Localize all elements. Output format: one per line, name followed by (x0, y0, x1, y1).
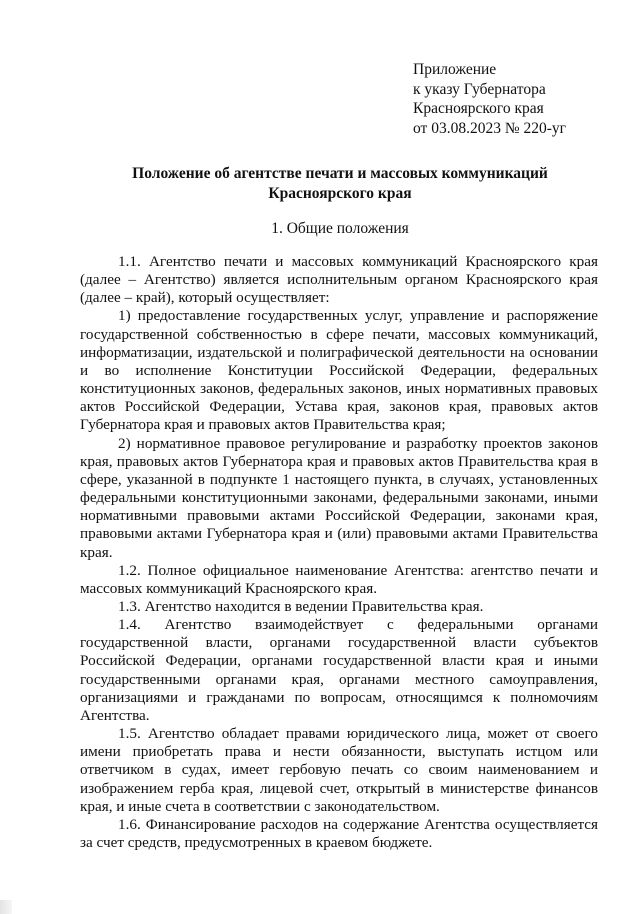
appendix-line: к указу Губернатора (413, 80, 546, 98)
paragraph-1-4: 1.4. Агентство взаимодействует с федеральными органами государственной власти, органами государственной власти субъектов Российской Федерации, органами государственной власти края и иными государственными органами края, органами местного самоуправления, организациями и гражданами по вопросам, относящимся к полномочиям Агентства. (80, 616, 598, 724)
section-heading: 1. Общие положения (271, 220, 409, 237)
paragraph-1-1-item-1: 1) предоставление государственных услуг, управление и распоряжение государственной собственностью в сфере печати, массовых коммуникаций, информатизации, издательской и полиграфической деятельности на основании и во исполнение Конституции Российской Федерации, федеральных конституционных законов, федеральных законов, иных нормативных правовых актов Российской Федерации, Устава края, законов края, правовых актов Губернатора края и правовых актов Правительства края; (80, 307, 598, 434)
scan-edge-mark (0, 900, 12, 914)
document-body (80, 253, 598, 852)
title-line-1: Положение об агентстве печати и массовых коммуникаций (132, 165, 548, 182)
appendix-date-number: от 03.08.2023 № 220-уг (413, 119, 567, 137)
paragraph-1-1-item-2: 2) нормативное правовое регулирование и разработку проектов законов края, правовых актов Губернатора края и правовых актов Правительства края в сфере, указанной в подпункте 1 настоящего пункта, в случаях, установленных федеральными конституционными законами, федеральными законами, иными нормативными правовыми актами Российской Федерации, законами края, правовыми актами Губернатора края и (или) правовыми актами Правительства края. (80, 434, 598, 561)
appendix-block (413, 60, 566, 138)
paragraph-1-2: 1.2. Полное официальное наименование Агентства: агентство печати и массовых коммуникаций Красноярского края. (80, 561, 598, 597)
document-title (60, 164, 620, 204)
paragraph-1-6: 1.6. Финансирование расходов на содержание Агентства осуществляется за счет средств, предусмотренных в краевом бюджете. (80, 815, 598, 851)
paragraph-1-5: 1.5. Агентство обладает правами юридического лица, может от своего имени приобретать права и нести обязанности, выступать истцом или ответчиком в судах, имеет гербовую печать со своим наименованием и изображением герба края, лицевой счет, открытый в министерстве финансов края, и иные счета в соответствии с законодательством. (80, 725, 598, 815)
title-line-2: Красноярского края (268, 185, 412, 202)
paragraph-1-3: 1.3. Агентство находится в ведении Правительства края. (118, 597, 484, 615)
appendix-line: Красноярского края (413, 100, 544, 117)
paragraph-1-1: 1.1. Агентство печати и массовых коммуникаций Красноярского края (далее – Агентство) является исполнительным органом Красноярского края (далее – край), который осуществляет: (80, 253, 598, 307)
appendix-line: Приложение (413, 61, 497, 78)
